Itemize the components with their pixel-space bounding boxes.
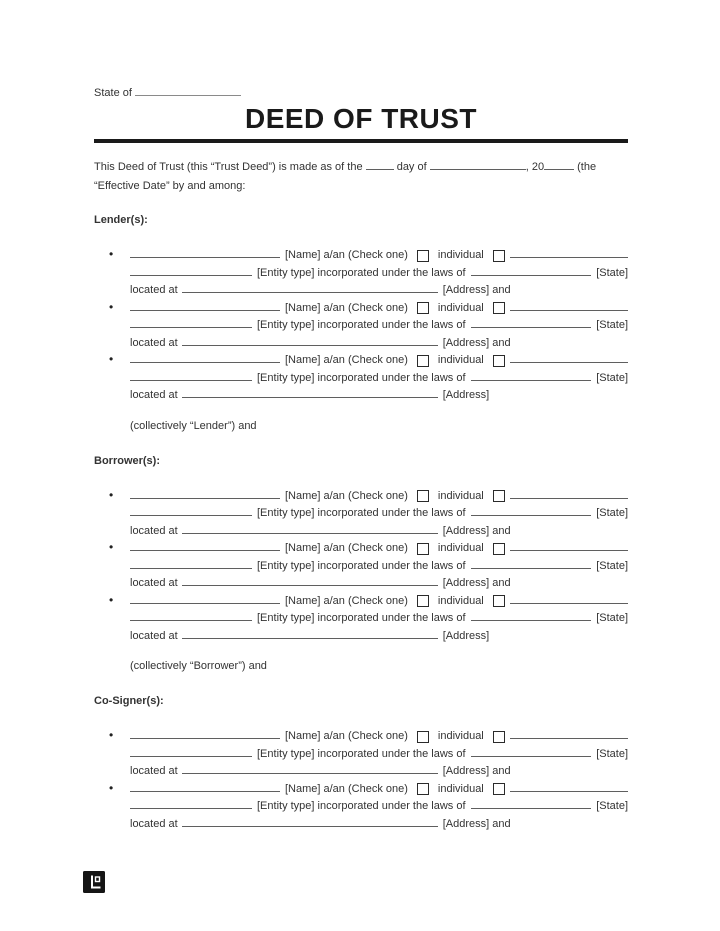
name-label: [Name] a/an (Check one) <box>285 594 408 607</box>
bullet-marker: • <box>109 780 114 795</box>
collective-line: (collectively “Lender”) and <box>130 419 257 432</box>
name-label: [Name] a/an (Check one) <box>285 542 408 554</box>
entry-name-line <box>130 592 628 610</box>
entry-entity-line <box>130 609 628 627</box>
entry-entity-line <box>130 316 628 334</box>
address-blank[interactable] <box>182 386 438 398</box>
entry-list <box>109 246 628 404</box>
individual-label: individual <box>437 354 484 366</box>
state-label: [State] <box>596 507 628 519</box>
year-blank[interactable] <box>544 158 574 170</box>
entry-entity-line <box>130 504 628 522</box>
entity-checkbox[interactable] <box>493 355 505 367</box>
entry-entity-line <box>130 369 628 387</box>
entity-type-blank[interactable] <box>130 504 252 516</box>
address-label: [Address] and <box>442 817 511 830</box>
individual-checkbox[interactable] <box>417 543 429 555</box>
address-label: [Address] and <box>442 524 511 537</box>
entity-checkbox[interactable] <box>493 783 505 795</box>
laws-state-blank[interactable] <box>471 609 592 621</box>
entity-name-blank[interactable] <box>510 487 628 499</box>
individual-label: individual <box>437 730 484 742</box>
located-at-label: located at <box>130 336 178 349</box>
entity-name-blank[interactable] <box>510 246 628 258</box>
entity-type-blank[interactable] <box>130 316 252 328</box>
intro-text-1: This Deed of Trust (this “Trust Deed”) is made as of the <box>94 161 366 173</box>
laws-state-blank[interactable] <box>471 745 592 757</box>
section-lenders <box>94 213 628 433</box>
entity-type-label: [Entity type] incorporated under the laws of <box>257 266 466 279</box>
individual-label: individual <box>437 489 484 502</box>
individual-checkbox[interactable] <box>417 490 429 502</box>
entity-entry <box>109 487 628 540</box>
bullet-marker: • <box>109 487 114 502</box>
name-label: [Name] a/an (Check one) <box>285 489 408 502</box>
laws-state-blank[interactable] <box>471 316 592 328</box>
entity-name-blank[interactable] <box>510 299 628 311</box>
entity-name-blank[interactable] <box>510 539 628 551</box>
state-of-label: State of <box>94 87 132 99</box>
name-label: [Name] a/an (Check one) <box>285 249 408 261</box>
legaltemplates-logo <box>83 871 105 893</box>
state-label: [State] <box>596 266 628 279</box>
entity-type-label: [Entity type] incorporated under the laws of <box>257 747 466 760</box>
section-heading: Co-Signer(s): <box>94 695 164 707</box>
located-at-label: located at <box>130 577 178 589</box>
entry-name-line <box>130 539 628 557</box>
entity-type-label: [Entity type] incorporated under the laws of <box>257 800 466 812</box>
entity-type-label: [Entity type] incorporated under the laws of <box>257 612 466 624</box>
month-blank[interactable] <box>430 158 526 170</box>
name-blank[interactable] <box>130 299 280 311</box>
entry-list <box>109 487 628 645</box>
name-blank[interactable] <box>130 487 280 499</box>
entity-entry <box>109 727 628 780</box>
section-heading: Lender(s): <box>94 214 148 226</box>
entry-name-line <box>130 487 628 505</box>
section-heading: Borrower(s): <box>94 454 161 467</box>
individual-checkbox[interactable] <box>417 595 429 607</box>
entity-name-blank[interactable] <box>510 351 628 363</box>
bullet-marker: • <box>109 592 114 607</box>
address-blank[interactable] <box>182 627 438 639</box>
name-label: [Name] a/an (Check one) <box>285 782 408 795</box>
individual-checkbox[interactable] <box>417 731 429 743</box>
section-cosigners <box>94 694 628 832</box>
entity-type-label: [Entity type] incorporated under the laws of <box>257 507 466 519</box>
entry-name-line <box>130 299 628 317</box>
individual-checkbox[interactable] <box>417 783 429 795</box>
entry-address-line <box>130 815 628 833</box>
entity-type-label: [Entity type] incorporated under the laws of <box>257 559 466 572</box>
intro-text-2: day of <box>393 161 430 173</box>
name-label: [Name] a/an (Check one) <box>285 301 408 314</box>
entity-checkbox[interactable] <box>493 302 505 314</box>
located-at-label: located at <box>130 524 178 537</box>
day-blank[interactable] <box>366 158 394 170</box>
state-label: [State] <box>596 559 628 572</box>
individual-label: individual <box>437 782 484 795</box>
entry-address-line <box>130 574 628 592</box>
entry-entity-line <box>130 264 628 282</box>
intro-text-4: (the “Effective Date” by and among: <box>94 161 597 192</box>
entity-name-blank[interactable] <box>510 780 628 792</box>
entity-entry <box>109 592 628 645</box>
name-label: [Name] a/an (Check one) <box>285 354 408 366</box>
state-of-line <box>94 84 628 100</box>
address-label: [Address] and <box>442 284 511 296</box>
name-label: [Name] a/an (Check one) <box>285 730 408 742</box>
entry-entity-line <box>130 557 628 575</box>
state-label: [State] <box>596 371 628 384</box>
address-label: [Address] <box>442 629 490 642</box>
entity-entry <box>109 351 628 404</box>
entity-type-label: [Entity type] incorporated under the laws of <box>257 319 466 331</box>
intro-paragraph <box>94 158 628 195</box>
entity-type-label: [Entity type] incorporated under the laws of <box>257 371 466 384</box>
entity-name-blank[interactable] <box>510 727 628 739</box>
collective-line: (collectively “Borrower”) and <box>130 660 267 672</box>
entity-checkbox[interactable] <box>493 543 505 555</box>
laws-state-blank[interactable] <box>471 369 592 381</box>
bullet-marker: • <box>109 728 114 742</box>
individual-label: individual <box>437 301 484 314</box>
individual-label: individual <box>437 542 484 554</box>
entity-type-blank[interactable] <box>130 264 252 276</box>
entry-name-line <box>130 727 628 745</box>
entity-entry <box>109 299 628 352</box>
located-at-label: located at <box>130 284 178 296</box>
entry-name-line <box>130 780 628 798</box>
legaltemplates-logo-icon <box>83 871 105 893</box>
state-label: [State] <box>596 747 628 760</box>
laws-state-blank[interactable] <box>471 264 592 276</box>
laws-state-blank[interactable] <box>471 797 592 809</box>
located-at-label: located at <box>130 389 178 401</box>
laws-state-blank[interactable] <box>471 557 592 569</box>
name-blank[interactable] <box>130 592 280 604</box>
entry-address-line <box>130 386 628 404</box>
bullet-marker: • <box>109 247 114 261</box>
entry-address-line <box>130 762 628 780</box>
entry-name-line <box>130 246 628 264</box>
state-label: [State] <box>596 319 628 331</box>
individual-label: individual <box>437 594 484 607</box>
name-blank[interactable] <box>130 351 280 363</box>
name-blank[interactable] <box>130 780 280 792</box>
intro-text-3: , 20 <box>525 161 545 173</box>
address-blank[interactable] <box>182 334 438 346</box>
document-title: DEED OF TRUST <box>244 103 478 134</box>
entity-checkbox[interactable] <box>493 595 505 607</box>
individual-checkbox[interactable] <box>417 250 429 262</box>
title-rule <box>94 139 628 143</box>
located-at-label: located at <box>130 765 178 777</box>
bullet-marker: • <box>109 352 114 366</box>
entry-entity-line <box>130 797 628 815</box>
individual-checkbox[interactable] <box>417 355 429 367</box>
entry-address-line <box>130 522 628 540</box>
entity-entry <box>109 246 628 299</box>
sections-container <box>94 213 628 832</box>
address-label: [Address] and <box>442 765 511 777</box>
entity-name-blank[interactable] <box>510 592 628 604</box>
entry-name-line <box>130 351 628 369</box>
state-of-blank[interactable] <box>135 84 241 96</box>
entry-address-line <box>130 627 628 645</box>
entry-entity-line <box>130 745 628 763</box>
entity-entry <box>109 780 628 833</box>
entry-list <box>109 727 628 832</box>
address-blank[interactable] <box>182 281 438 293</box>
entity-type-blank[interactable] <box>130 369 252 381</box>
individual-checkbox[interactable] <box>417 302 429 314</box>
bullet-marker: • <box>109 299 114 314</box>
located-at-label: located at <box>130 629 178 642</box>
name-blank[interactable] <box>130 727 280 739</box>
entity-entry <box>109 539 628 592</box>
entity-checkbox[interactable] <box>493 731 505 743</box>
address-label: [Address] and <box>442 577 511 589</box>
state-label: [State] <box>596 612 628 624</box>
located-at-label: located at <box>130 817 178 830</box>
entity-type-blank[interactable] <box>130 745 252 757</box>
laws-state-blank[interactable] <box>471 504 592 516</box>
entity-type-blank[interactable] <box>130 797 252 809</box>
address-blank[interactable] <box>182 762 438 774</box>
entity-type-blank[interactable] <box>130 609 252 621</box>
address-blank[interactable] <box>182 815 438 827</box>
state-label: [State] <box>596 800 628 812</box>
address-label: [Address] and <box>442 336 511 349</box>
name-blank[interactable] <box>130 246 280 258</box>
entity-checkbox[interactable] <box>493 250 505 262</box>
individual-label: individual <box>437 249 484 261</box>
entity-checkbox[interactable] <box>493 490 505 502</box>
address-blank[interactable] <box>182 522 438 534</box>
bullet-marker: • <box>109 540 114 554</box>
section-borrowers <box>94 454 628 674</box>
address-blank[interactable] <box>182 574 438 586</box>
address-label: [Address] <box>442 389 490 401</box>
entry-address-line <box>130 281 628 299</box>
name-blank[interactable] <box>130 539 280 551</box>
entry-address-line <box>130 334 628 352</box>
entity-type-blank[interactable] <box>130 557 252 569</box>
